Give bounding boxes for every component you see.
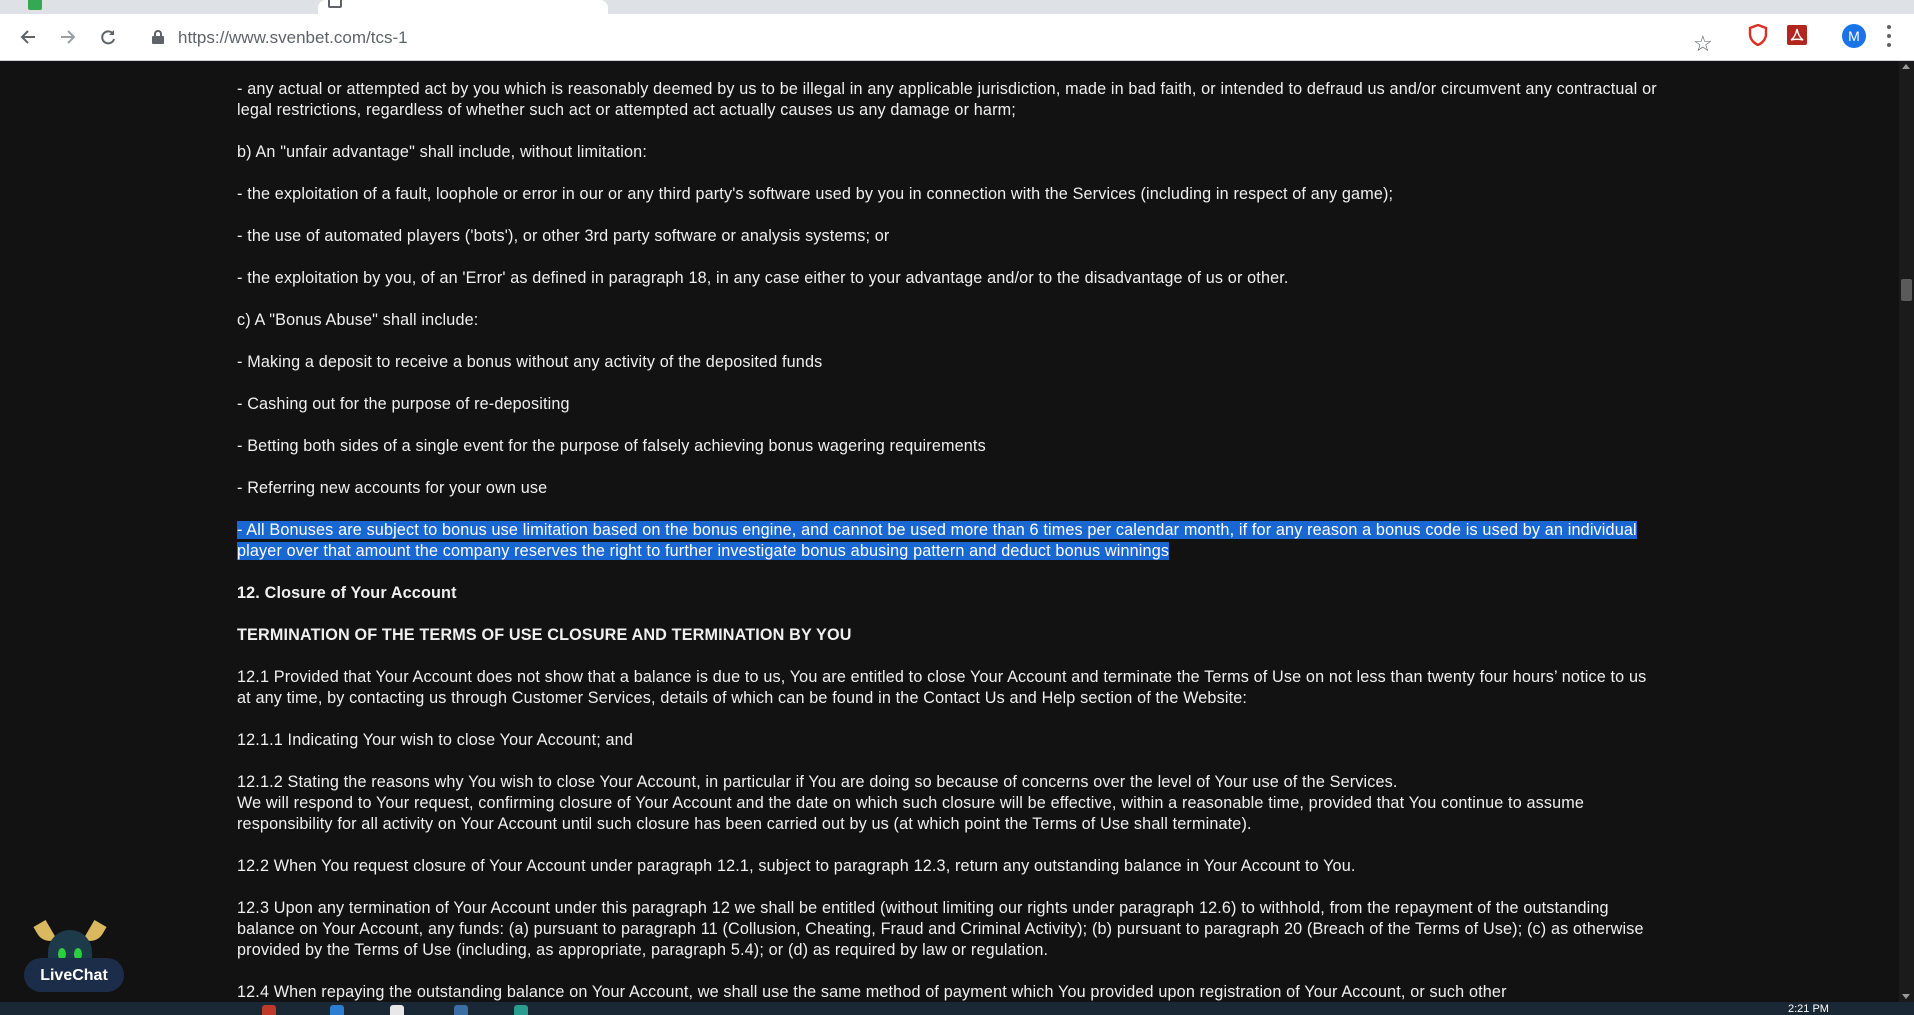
selected-paragraph <box>237 520 1657 562</box>
livechat-label: LiveChat <box>40 967 108 984</box>
paragraph: - Cashing out for the purpose of re-depositing <box>237 395 570 413</box>
paragraph-line: We will respond to Your request, confirming closure of Your Account and the date on which such closure will be effective, within a reasonable time, provided that You continue to assume responsibility for all activity on Your Account until such closure has been carried out by us (at which point the Terms of Use shall terminate). <box>237 794 1585 833</box>
livechat-button[interactable] <box>24 922 124 992</box>
star-icon[interactable]: ☆ <box>1693 31 1713 56</box>
avatar[interactable] <box>1842 24 1866 48</box>
vertical-scrollbar[interactable] <box>1899 61 1914 1002</box>
scroll-down-arrow-icon[interactable] <box>1902 994 1910 999</box>
os-taskbar <box>0 1002 1914 1015</box>
address-bar[interactable] <box>140 21 1700 53</box>
terms-text <box>237 79 1657 1002</box>
taskbar-app-icon[interactable] <box>454 1005 468 1015</box>
section-subheading: TERMINATION OF THE TERMS OF USE CLOSURE AND TERMINATION BY YOU <box>237 626 852 644</box>
tab-active[interactable] <box>318 0 608 14</box>
back-arrow-icon[interactable] <box>14 23 42 51</box>
paragraph: 12.2 When You request closure of Your Account under paragraph 12.1, subject to paragraph 12.3, return any outstanding balance in Your Account to You. <box>237 857 1356 875</box>
reload-icon[interactable] <box>94 23 122 51</box>
url-text[interactable]: https://www.svenbet.com/tcs-1 <box>178 28 408 47</box>
paragraph: - the exploitation by you, of an 'Error' as defined in paragraph 18, in any case either to your advantage and/or to the disadvantage of us or other. <box>237 269 1289 287</box>
paragraph <box>237 772 1657 835</box>
paragraph-line: 12.1.2 Stating the reasons why You wish to close Your Account, in particular if You are doing so because of concerns over the level of Your use of the Services. <box>237 773 1398 791</box>
scroll-thumb[interactable] <box>1901 279 1912 301</box>
forward-arrow-icon[interactable] <box>54 23 82 51</box>
taskbar-app-icon[interactable] <box>514 1005 528 1015</box>
taskbar-clock: 2:21 PM <box>1788 1003 1829 1015</box>
paragraph: 12.4 When repaying the outstanding balance on Your Account, we shall use the same method of payment which You provided upon registration of Your Account, or such other <box>237 983 1507 1001</box>
scroll-up-arrow-icon[interactable] <box>1902 64 1910 69</box>
shield-icon[interactable] <box>1747 24 1769 46</box>
paragraph: c) A "Bonus Abuse" shall include: <box>237 311 479 329</box>
taskbar-app-icon[interactable] <box>262 1005 276 1015</box>
tab-inactive[interactable] <box>10 0 310 14</box>
taskbar-app-icon[interactable] <box>390 1005 404 1015</box>
kebab-menu-icon[interactable] <box>1886 25 1892 47</box>
paragraph: - the use of automated players ('bots'), or other 3rd party software or analysis systems; or <box>237 227 890 245</box>
paragraph: - Betting both sides of a single event for the purpose of falsely achieving bonus wagering requirements <box>237 437 986 455</box>
page-content <box>0 61 1899 1002</box>
paragraph: 12.1.1 Indicating Your wish to close Your Account; and <box>237 731 633 749</box>
paragraph: - any actual or attempted act by you which is reasonably deemed by us to be illegal in any applicable jurisdiction, made in bad faith, or intended to defraud us and/or circumvent any contractual or legal restrictions, regardless of whether such act or attempted act actually causes us any damage or harm; <box>237 80 1657 119</box>
text-selection[interactable]: - All Bonuses are subject to bonus use limitation based on the bonus engine, and cannot be used more than 6 times per calendar month, if for any reason a bonus code is used by an individual player over that amount the company reserves the right to further investigate bonus abusing pattern and deduct bonus winnings <box>237 521 1637 560</box>
browser-toolbar <box>0 14 1914 61</box>
section-heading: 12. Closure of Your Account <box>237 584 457 602</box>
avatar-initial: M <box>1848 28 1860 44</box>
tab-strip <box>0 0 1914 14</box>
paragraph: - Referring new accounts for your own use <box>237 479 548 497</box>
paragraph: - the exploitation of a fault, loophole or error in our or any third party's software used by you in connection with the Services (including in respect of any game); <box>237 185 1394 203</box>
paragraph: b) An "unfair advantage" shall include, without limitation: <box>237 143 647 161</box>
paragraph: - Making a deposit to receive a bonus without any activity of the deposited funds <box>237 353 823 371</box>
sheets-favicon-icon <box>28 0 42 10</box>
page-favicon-icon <box>328 0 342 8</box>
paragraph: 12.1 Provided that Your Account does not show that a balance is due to us, You are entitled to close Your Account and terminate the Terms of Use on not less than twenty four hours’ notice to us at any time, by contacting us through Customer Services, details of which can be found in the Contact Us and Help section of the Website: <box>237 668 1647 707</box>
pdf-icon[interactable] <box>1786 24 1808 46</box>
taskbar-app-icon[interactable] <box>330 1005 344 1015</box>
paragraph: 12.3 Upon any termination of Your Account under this paragraph 12 we shall be entitled (without limiting our rights under paragraph 12.6) to withhold, from the repayment of the outstanding balance on Your Account, any funds: (a) pursuant to paragraph 11 (Collusion, Cheating, Fraud and Criminal Activity); (b) pursuant to paragraph 20 (Breach of the Terms of Use); (c) as otherwise provided by the Terms of Use (including, as appropriate, paragraph 5.4); or (d) as required by law or regulation. <box>237 899 1644 959</box>
lock-icon <box>152 30 164 44</box>
